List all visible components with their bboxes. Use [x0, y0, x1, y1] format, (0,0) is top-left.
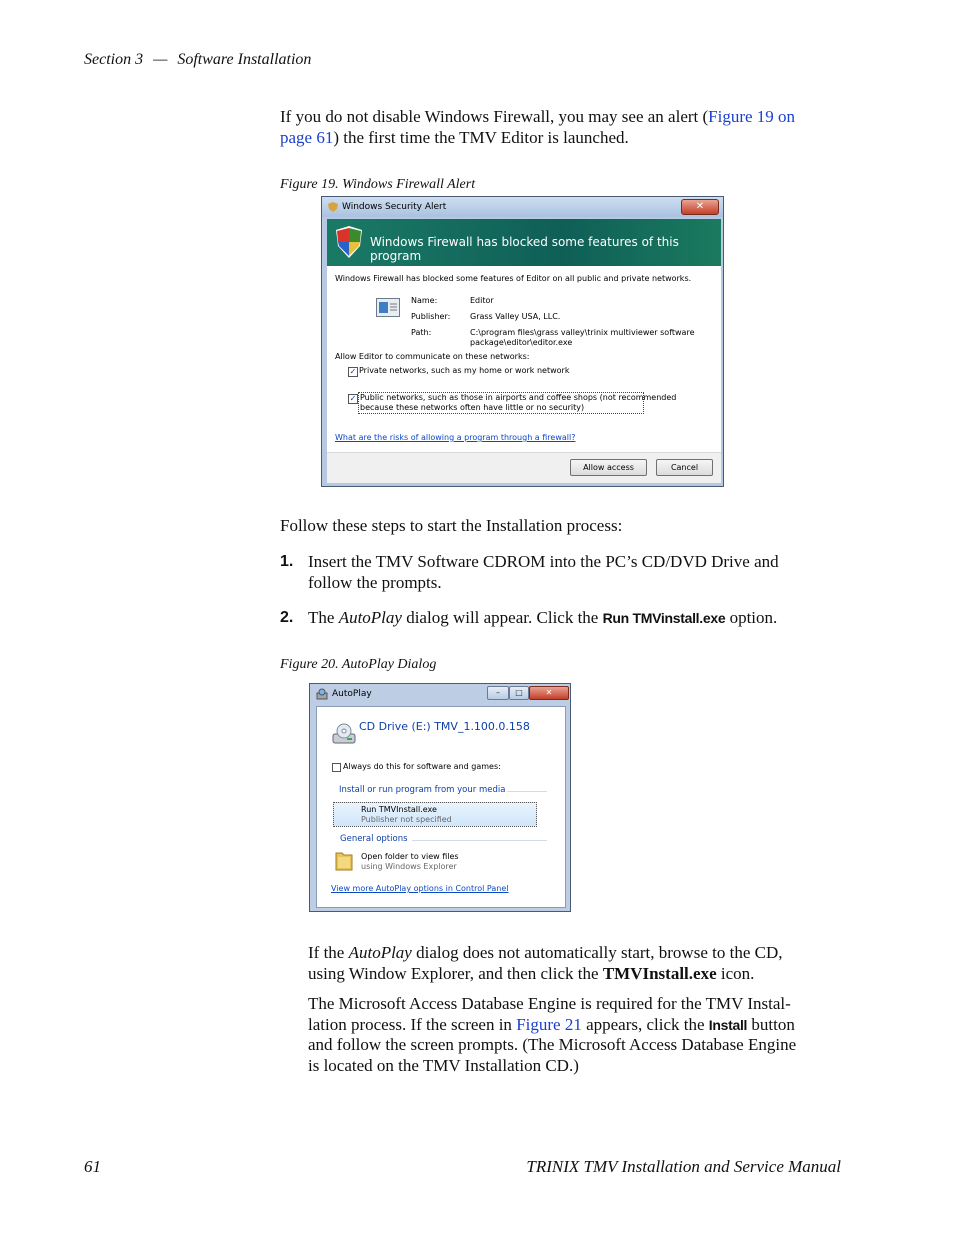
step2-option: Run TMVinstall.exe — [602, 610, 726, 626]
dialog-titlebar — [322, 197, 723, 217]
para2-line2-b: appears, click the — [586, 1014, 705, 1034]
figure21-link[interactable]: Figure 21 — [516, 1014, 582, 1034]
steps-intro: Follow these steps to start the Installation process: — [280, 516, 623, 535]
intro-paragraph — [280, 107, 860, 148]
autoplay-icon — [316, 688, 328, 700]
page-number: 61 — [84, 1157, 101, 1176]
header-dash: — — [153, 51, 168, 68]
cd-drive-icon — [331, 722, 357, 748]
section-divider — [507, 791, 547, 792]
manual-title: TRINIX TMV Installation and Service Manual — [526, 1157, 841, 1176]
figure20-caption: Figure 20. AutoPlay Dialog — [280, 657, 437, 672]
open-folder-label: Open folder to view files — [361, 852, 459, 861]
para1-rest: dialog does not automatically start, browse to the CD, — [416, 943, 783, 962]
para2-line3: and follow the screen prompts. (The Microsoft Access Database Engine — [308, 1035, 797, 1054]
para2-line4: is located on the TMV Installation CD.) — [308, 1055, 579, 1075]
run-tmvinstall-option[interactable] — [333, 802, 537, 827]
figure19-caption: Figure 19. Windows Firewall Alert — [280, 177, 476, 192]
more-autoplay-options-link[interactable]: View more AutoPlay options in Control Panel — [331, 884, 509, 893]
always-do-this-label: Always do this for software and games: — [343, 762, 501, 771]
figure19-link-part1[interactable]: Figure 19 on — [708, 107, 796, 126]
program-icon — [376, 298, 400, 317]
para2-line2-c: button — [751, 1014, 795, 1034]
drive-label: CD Drive (E:) TMV_1.100.0.158 — [359, 720, 530, 733]
publisher-label: Publisher: — [411, 312, 451, 321]
private-networks-label: Private networks, such as my home or work network — [359, 366, 570, 375]
firewall-risk-link[interactable]: What are the risks of allowing a program through a firewall? — [335, 433, 576, 442]
firewall-shield-icon — [335, 225, 363, 259]
name-value: Editor — [470, 296, 494, 305]
step1-line1: Insert the TMV Software CDROM into the PC’s CD/DVD Drive and — [308, 552, 779, 571]
step2-autoplay: AutoPlay — [338, 608, 402, 627]
private-networks-checkbox[interactable]: ✓ — [349, 367, 357, 376]
path-value-line1: C:\program files\grass valley\trinix multiviewer software — [470, 328, 695, 337]
dialog-title: Windows Security Alert — [342, 202, 447, 212]
install-section-heading: Install or run program from your media — [339, 785, 506, 795]
banner-text: Windows Firewall has blocked some features of this program — [370, 235, 679, 263]
step1-text — [308, 552, 868, 593]
access-engine-paragraph — [308, 994, 868, 1076]
publisher-value: Grass Valley USA, LLC. — [470, 312, 561, 321]
para1-if-the: If the — [308, 943, 345, 962]
para2-line2-a: lation process. If the screen in — [308, 1014, 512, 1034]
path-value-line2: package\editor\editor.exe — [470, 338, 573, 347]
step2-end: option. — [729, 608, 778, 627]
close-button[interactable]: ✕ — [529, 686, 569, 700]
para1-line2-a: using Window Explorer, and then click the — [308, 963, 599, 983]
step2-number: 2. — [280, 609, 294, 626]
para2-install: Install — [708, 1016, 748, 1033]
intro-text: If you do not disable Windows Firewall, you may see an alert ( — [280, 107, 709, 126]
windows-security-alert-dialog — [321, 196, 724, 487]
step1-line2: follow the prompts. — [308, 572, 442, 592]
step2-text — [308, 608, 777, 629]
para2-line1: The Microsoft Access Database Engine is required for the TMV Instal- — [308, 994, 791, 1013]
autoplay-fallback-paragraph — [308, 943, 868, 984]
allow-access-button[interactable]: Allow access — [570, 459, 647, 476]
block-description: Windows Firewall has blocked some features of Editor on all public and private networks. — [335, 274, 692, 283]
always-do-this-checkbox[interactable] — [332, 763, 341, 772]
general-options-heading: General options — [340, 834, 408, 844]
name-label: Name: — [411, 296, 438, 305]
open-folder-sub: using Windows Explorer — [361, 862, 457, 871]
dialog-button-bar — [327, 452, 721, 483]
minimize-button[interactable]: – — [487, 686, 509, 700]
close-button[interactable]: ✕ — [681, 199, 719, 215]
path-label: Path: — [411, 328, 432, 337]
public-networks-checkbox[interactable]: ✓ — [349, 394, 357, 403]
step2-the: The — [308, 608, 335, 627]
dialog-title: AutoPlay — [332, 689, 372, 699]
public-networks-label-line1: Public networks, such as those in airports and coffee shops (not recommended — [360, 393, 677, 402]
run-option-publisher: Publisher not specified — [361, 815, 452, 824]
para1-line2-b: icon. — [720, 963, 755, 983]
para1-autoplay: AutoPlay — [348, 943, 412, 962]
section-title: Software Installation — [177, 51, 312, 68]
public-networks-label-line2: because these networks often have little or no security) — [360, 403, 585, 412]
autoplay-content — [316, 706, 566, 908]
section-divider — [412, 840, 547, 841]
cancel-button[interactable]: Cancel — [656, 459, 713, 476]
running-header — [84, 51, 311, 69]
step1-number: 1. — [280, 553, 294, 570]
step2-middle: dialog will appear. Click the — [406, 608, 599, 627]
shield-icon — [328, 202, 338, 212]
section-number: Section 3 — [84, 51, 144, 68]
maximize-button[interactable]: □ — [509, 686, 529, 700]
intro-text-end: ) the first time the TMV Editor is launched. — [333, 127, 629, 147]
para1-tmvinstall: TMVInstall.exe — [602, 963, 717, 983]
folder-icon — [335, 849, 353, 871]
dialog-content — [327, 266, 721, 452]
autoplay-dialog — [309, 683, 571, 912]
allow-heading: Allow Editor to communicate on these networks: — [335, 352, 530, 361]
figure19-link-part2[interactable]: page 61 — [280, 127, 334, 147]
alert-banner — [327, 219, 721, 266]
run-option-label: Run TMVInstall.exe — [361, 805, 437, 814]
public-networks-focus — [358, 392, 677, 414]
